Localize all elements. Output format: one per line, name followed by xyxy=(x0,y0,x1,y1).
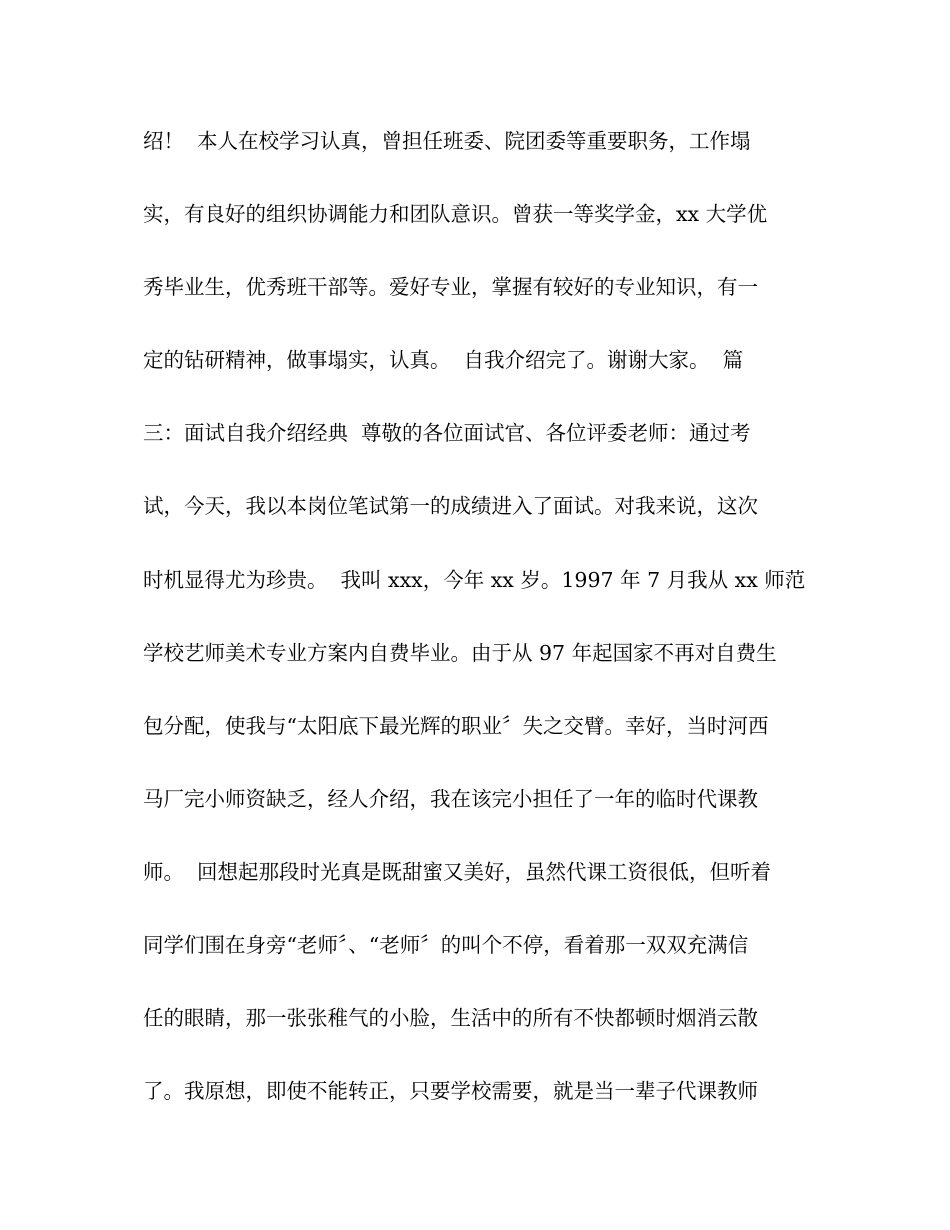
text-line: 时机显得尤为珍贵。 我叫 xxx，今年 xx 岁。1997 年 7 月我从 xx 师范 xyxy=(143,567,806,592)
text-line: 试，今天，我以本岗位笔试第一的成绩进入了面试。对我来说，这次 xyxy=(143,494,758,519)
text-line: 学校艺师美术专业方案内自费毕业。由于从 97 年起国家不再对自费生 xyxy=(143,640,777,665)
text-line: 绍！ 本人在校学习认真，曾担任班委、院团委等重要职务，工作塌 xyxy=(143,129,751,153)
text-line: 秀毕业生，优秀班干部等。爱好专业，掌握有较好的专业知识，有一 xyxy=(143,275,758,300)
text-line: 实，有良好的组织协调能力和团队意识。曾获一等奖学金，xx 大学优 xyxy=(143,202,768,227)
body-text xyxy=(143,118,813,1141)
text-line: 马厂完小师资缺乏，经人介绍，我在该完小担任了一年的临时代课教 xyxy=(143,786,758,811)
text-line: 同学们围在身旁“老师〞、“老师〞的叫个不停，看着那一双双充满信 xyxy=(143,933,749,958)
text-line: 师。 回想起那段时光真是既甜蜜又美好，虽然代课工资很低，但听着 xyxy=(143,859,772,884)
text-line: 定的钻研精神，做事塌实，认真。 自我介绍完了。谢谢大家。 篇 xyxy=(143,348,744,373)
text-line: 包分配，使我与“太阳底下最光辉的职业〞失之交臂。幸好，当时河西 xyxy=(143,713,769,738)
text-line: 三：面试自我介绍经典 尊敬的各位面试官、各位评委老师：通过考 xyxy=(143,421,751,446)
text-line: 任的眼睛，那一张张稚气的小脸，生活中的所有不快都顿时烟消云散 xyxy=(143,1006,758,1031)
text-line: 了。我原想，即使不能转正，只要学校需要，就是当一辈子代课教师 xyxy=(143,1079,758,1104)
